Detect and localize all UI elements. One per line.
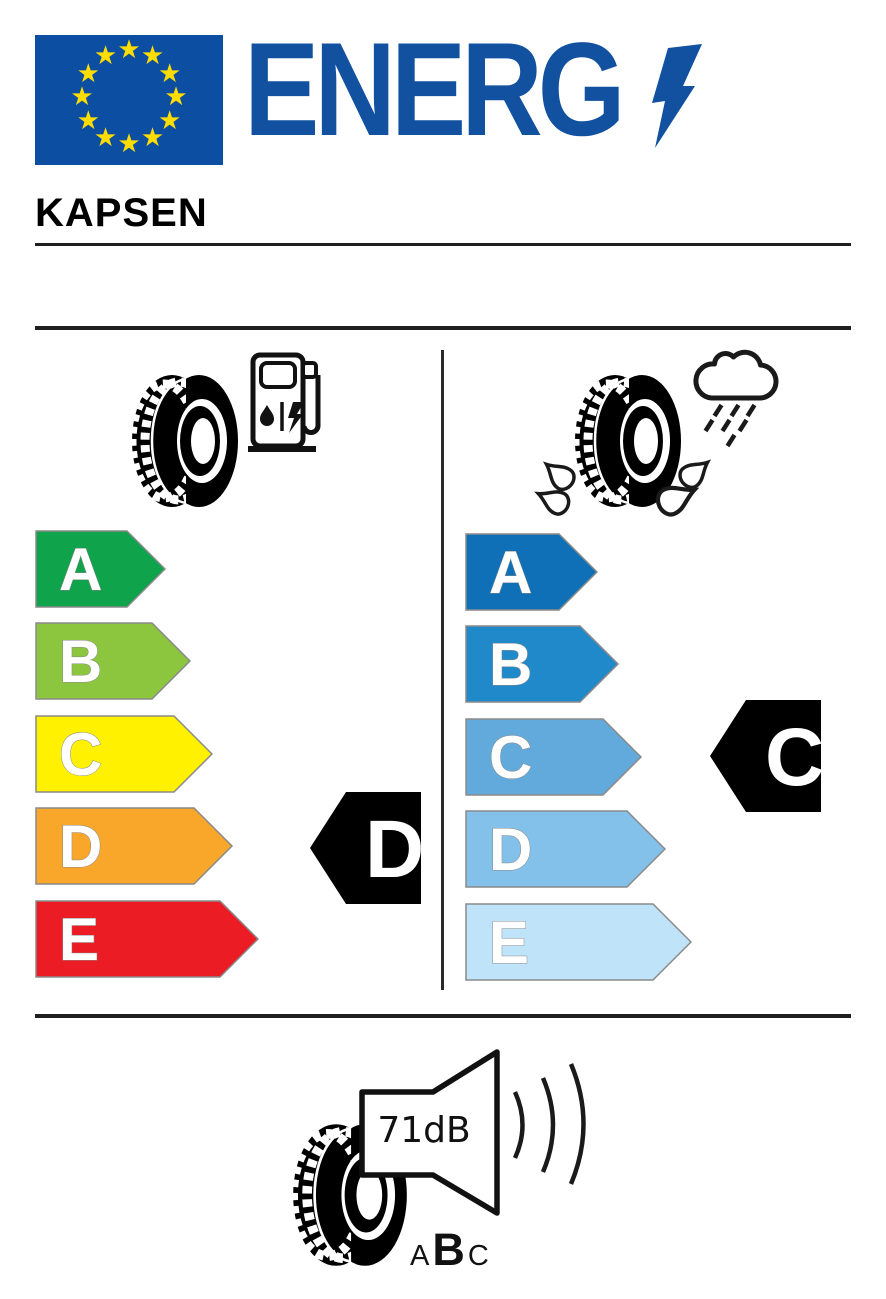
noise-class-c: C [467,1240,489,1272]
fuel-class-b [35,622,192,700]
noise-value: 71dB [377,1110,471,1151]
eu-star-icon: ★ [70,82,94,112]
eu-star-icon: ★ [164,82,188,112]
svg-text:A: A [489,539,533,606]
fuel-class-e [35,900,260,978]
eu-star-icon: ★ [117,35,141,65]
eu-star-icon: ★ [93,41,118,72]
fuel-class-d [35,807,234,885]
svg-text:D: D [489,816,533,883]
eu-star-icon: ★ [76,105,100,136]
svg-text:C: C [765,712,825,803]
divider-top-of-ratings [35,326,851,330]
fuel-pump-icon [246,349,326,453]
energ-logo-text: ENERG [244,16,621,164]
noise-class-scale [410,1224,520,1276]
eu-star-icon: ★ [93,122,118,153]
fuel-class-a [35,530,167,608]
water-splash-icon [536,455,722,517]
eu-star-icon: ★ [76,58,100,89]
noise-class-b-selected: B [432,1224,465,1275]
wetgrip-class-b [465,625,620,703]
svg-text:E: E [59,906,100,973]
lightning-bolt-icon [650,44,706,148]
eu-star-icon: ★ [158,105,182,136]
svg-text:D: D [59,813,103,880]
noise-class-a: A [410,1240,430,1272]
fuel-rating-indicator [309,791,423,906]
svg-text:B: B [59,628,103,695]
divider-above-noise [35,1014,851,1018]
rain-cloud-icon [684,348,784,448]
column-divider [441,350,444,990]
wetgrip-class-a [465,533,599,611]
svg-text:C: C [489,724,533,791]
eu-star-icon: ★ [140,41,165,72]
fuel-class-c [35,715,214,793]
svg-text:A: A [59,536,103,603]
eu-star-icon: ★ [158,58,182,89]
fuel-tire-icon [130,373,240,509]
sound-waves-icon [503,1052,603,1197]
wetgrip-rating-indicator [709,699,823,814]
svg-text:D: D [365,804,425,895]
divider-under-brand [35,243,851,246]
svg-text:C: C [59,721,103,788]
brand-name: KAPSEN [35,191,208,235]
wetgrip-class-c [465,718,643,796]
wetgrip-class-e [465,903,693,981]
svg-text:B: B [489,631,533,698]
svg-text:E: E [489,909,530,976]
eu-flag [35,35,223,165]
wetgrip-class-d [465,810,667,888]
eu-star-icon: ★ [117,129,141,159]
eu-flag-stars [35,35,223,165]
eu-star-icon: ★ [140,122,165,153]
